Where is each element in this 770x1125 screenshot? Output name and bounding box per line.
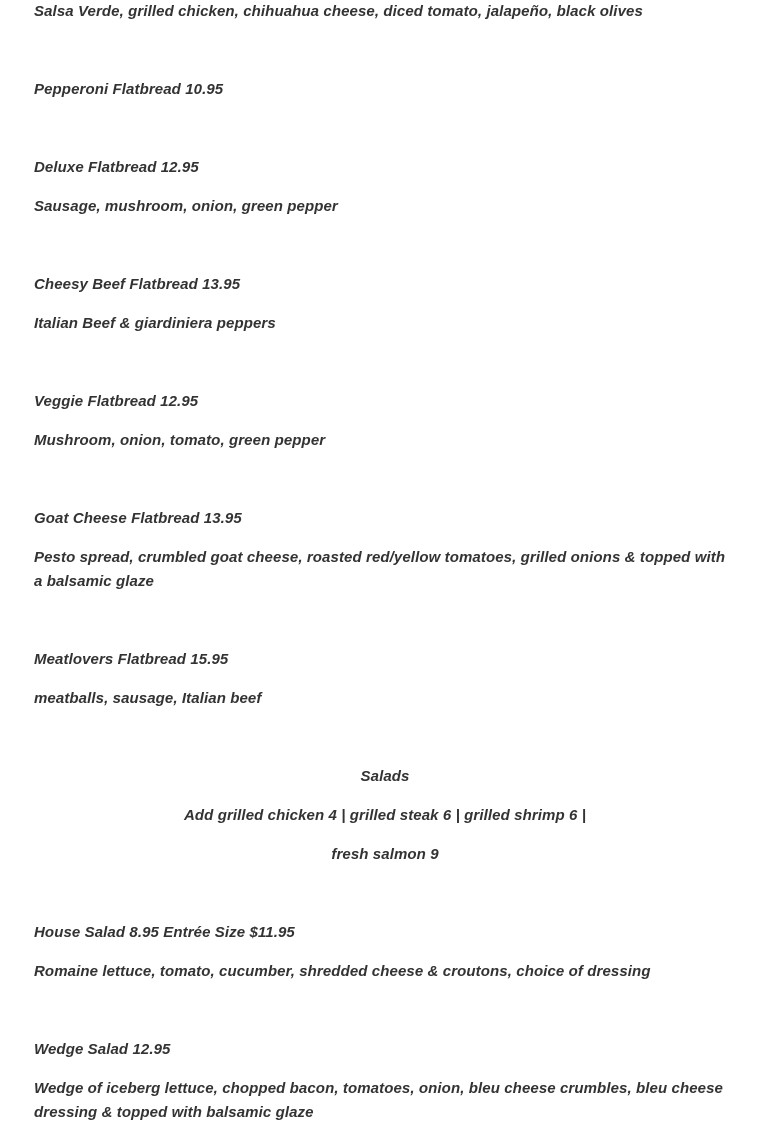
pepperoni-flatbread-title: Pepperoni Flatbread 10.95 — [34, 81, 224, 98]
veggie-flatbread-description: Mushroom, onion, tomato, green pepper — [34, 432, 326, 449]
salads-addons-line-1: Add grilled chicken 4 | grilled steak 6 | grilled shrimp 6 | — [183, 807, 587, 824]
nachos-description: Salsa Verde, grilled chicken, chihuahua cheese, diced tomato, jalapeño, black olives — [34, 3, 643, 20]
house-salad-title: House Salad 8.95 Entrée Size $11.95 — [34, 924, 295, 941]
salads-addons-line-2: fresh salmon 9 — [331, 846, 439, 863]
cheesy-beef-flatbread-description: Italian Beef & giardiniera peppers — [34, 315, 276, 332]
meatlovers-flatbread-title: Meatlovers Flatbread 15.95 — [34, 651, 229, 668]
wedge-salad-description: Wedge of iceberg lettuce, chopped bacon, tomatoes, onion, bleu cheese crumbles, bleu cheese dressing & topped with balsamic glaze — [34, 1080, 723, 1121]
wedge-salad-title: Wedge Salad 12.95 — [34, 1041, 171, 1058]
deluxe-flatbread-description: Sausage, mushroom, onion, green pepper — [34, 198, 338, 215]
veggie-flatbread-title: Veggie Flatbread 12.95 — [34, 393, 199, 410]
house-salad-description: Romaine lettuce, tomato, cucumber, shredded cheese & croutons, choice of dressing — [34, 963, 651, 980]
goat-cheese-flatbread-title: Goat Cheese Flatbread 13.95 — [34, 510, 242, 527]
meatlovers-flatbread-description: meatballs, sausage, Italian beef — [34, 690, 262, 707]
goat-cheese-flatbread-description: Pesto spread, crumbled goat cheese, roasted red/yellow tomatoes, grilled onions & topped with a balsamic glaze — [34, 549, 726, 590]
salads-heading: Salads — [360, 768, 410, 785]
deluxe-flatbread-title: Deluxe Flatbread 12.95 — [34, 159, 199, 176]
cheesy-beef-flatbread-title: Cheesy Beef Flatbread 13.95 — [34, 276, 241, 293]
